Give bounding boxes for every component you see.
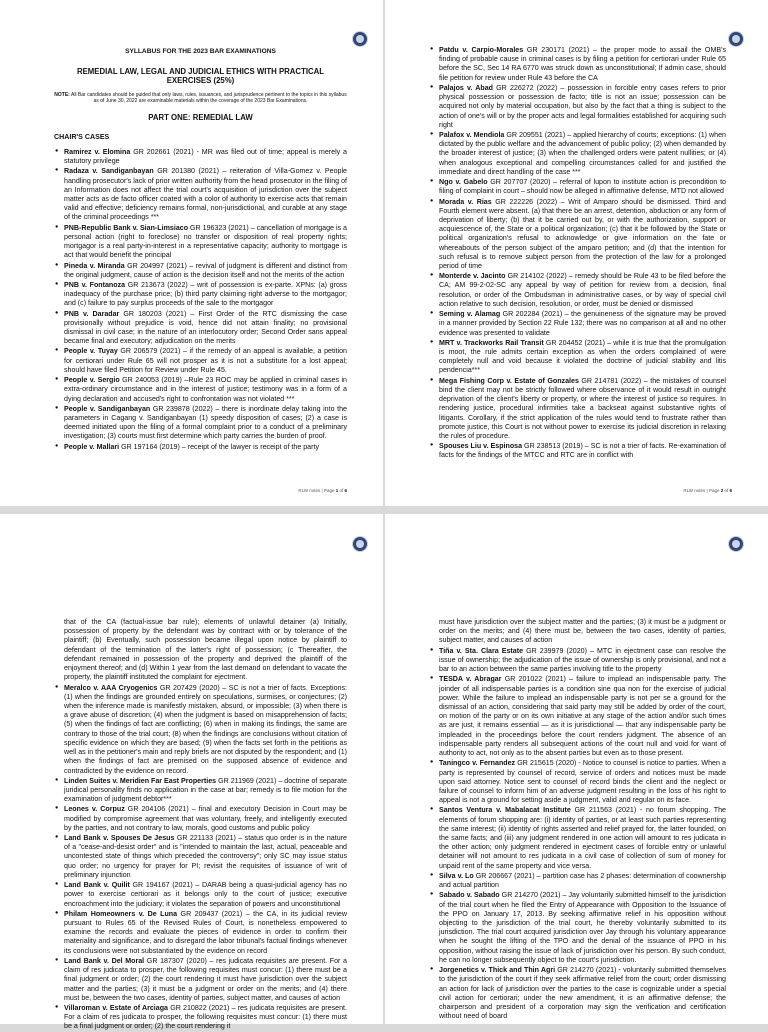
case-list: [54, 618, 347, 1032]
case-name: Tiña v. Sta. Clara Estate: [439, 646, 524, 655]
list-item: [439, 442, 726, 460]
case-list: [429, 46, 726, 461]
case-text: GR 207707 (2020) – referral of lupon to institute action is precondition to filing of complaint in court – should now be alleged in affirmative defense, MTD not allowed: [439, 178, 726, 196]
logo-icon: [352, 536, 368, 552]
case-name: People v. Sandiganbayan: [64, 404, 151, 413]
case-text: GR 222226 (2022) – Writ of Amparo should be dismissed. Third and Fourth element were absent. (a) that there be an arrest, detention, abduction or any form of deprivation of liberty; (b) that it be carried out by, or with the authorization, support or acquiescence of, the State or a political organization; (c) that it be followed by the State or political organization's refusal to acknowledge or give information on the fate or whereabouts of the person subject of the amparo petition; and (d) that the intention for such refusal is to remove subject person from the protection of the law for a prolonged period of time: [439, 197, 726, 271]
list-item: [64, 881, 347, 909]
syllabus-title: SYLLABUS FOR THE 2023 BAR EXAMINATIONS: [125, 48, 276, 55]
list-item: [64, 376, 347, 404]
case-name: Monterde v. Jacinto: [439, 272, 506, 281]
case-name: People v. Mallari: [64, 442, 120, 451]
list-item: [439, 759, 726, 805]
logo-icon: [728, 31, 744, 47]
case-name: Ramirez v. Elomina: [64, 147, 131, 156]
case-name: Morada v. Rias: [439, 197, 492, 206]
list-item: [439, 339, 726, 376]
list-item: [439, 272, 726, 309]
case-list: [54, 148, 347, 452]
page-2: [385, 0, 768, 506]
case-text: GR 194167 (2021) – DARAB being a quasi-judicial agency has no power to exercise certiorari as it belongs only to the court of justice; executive encroachment into the judiciary; it violates the separation of powers and unconstitutional: [64, 881, 347, 908]
list-item: [64, 684, 347, 776]
case-name: Land Bank v. Del Moral: [64, 956, 145, 965]
case-text: GR 214270 (2021) - voluntarily submitted themselves to the jurisdiction of the court if they seek affirmative relief from the court; order dismissing an action for lack of jurisdiction over the parties to the case is cognizable under a special civil action for certiorari; under the new amendment, it is an affirmative defense; the chairperson and president of a corporation may sign the verification and certification without need of board: [439, 966, 726, 1021]
page-4: [385, 514, 768, 1024]
case-name: Meralco v. AAA Cryogenics: [64, 683, 158, 692]
list-item: [64, 957, 347, 1003]
case-text: GR 204106 (2021) – final and executory Decision in Court may be modified by compromise agreement that was voluntary, freely, and intelligently executed by the parties, and not contrary to law, morals, good customs and public policy: [64, 805, 347, 832]
case-text: GR 207429 (2020) – SC is not a trier of facts. Exceptions: (1) when the findings are grounded entirely on speculations, surmises, or conjectures; (2) when the inference made is manifestly mistaken, absurd, or impossible; (3) when there is a grave abuse of discretion; (4) when the judgment is based on misapprehension of facts; (5) when the findings of fact are conflicting; (6) when in making its findings, the same are contrary to those of the trial court; (8) when the findings are conclusions without citation of specific evidence on which they are based; (9) when the facts set forth in the petitions as well as in the petitioner's main and reply briefs are not disputed by the respondent; and (1) when the findings of fact are premised on the supposed absence of evidence and contradicted by the evidence on record.: [64, 683, 347, 775]
list-item: [439, 891, 726, 965]
case-name: Seming v. Alamag: [439, 310, 501, 319]
list-item: [439, 84, 726, 130]
note-text: All Bar candidates should be guided that only laws, rules, issuances, and jurisprudence pertinent to the topics in this syllabus as of June 30, 2022 are examinable materials within the coverage of the 2023 Bar Examinations.: [70, 92, 347, 105]
case-name: Land Bank v. Spouses De Jesus: [64, 834, 175, 843]
case-text: that of the CA (factual-issue bar rule); elements of unlawful detainer (a) Initially, possession of property by the defendant was by contract with or by tolerance of the plaintiff; (b) Eventually, such possession became illegal upon notice by plaintiff to defendant of the termination of the latter's right of possession; (c Thereafter, the defendant remained in possession of the property and deprived the plaintiff of the enjoyment thereof; and (d) Within 1 year from the last demand on defendant to vacate the property, the plaintiff instituted the complaint for ejectment.: [64, 618, 347, 682]
footer-page-num: 1: [335, 488, 339, 494]
page-footer: [298, 488, 347, 494]
list-item: [64, 1004, 347, 1032]
case-text: GR 215615 (2020) - Notice to counsel is notice to parties. When a party is represented by counsel of record, service of orders and notices must be made upon said attorney. Notice sent to counsel of record binds the client and the neglect or failure of counsel to inform him of an adverse judgment resulting in the loss of his right to appeal is not a ground for setting aside a judgment, valid and regular on its face.: [439, 759, 726, 805]
logo-icon: [352, 31, 368, 47]
list-item: [64, 834, 347, 880]
case-name: Philam Homeowners v. De Luna: [64, 909, 178, 918]
case-text: GR 202661 (2021) - MR was filed out of time; appeal is merely a statutory privilege: [64, 147, 348, 166]
logo-icon: [728, 536, 744, 552]
list-item: [64, 281, 347, 309]
case-text: GR 209437 (2021) – the CA, in its judicial review pursuant to Rules 65 of the Revised Rules of Court, is nonetheless empowered to examine the records and evaluate the pieces of evidence in order to confirm their materiality and significance, and to disregard the labor tribunal's factual findings whenever its conclusions were not substantiated by the evidence on record: [64, 909, 347, 955]
case-text: GR 202284 (2021) – the genuineness of the signature may be proved in a manner provided by Section 22 Rule 132; there was no comparison at all and no other evidence was presented to validate: [439, 310, 726, 337]
list-item: [439, 872, 726, 890]
list-item: [439, 377, 726, 442]
case-text: GR 214102 (2022) – remedy should be Rule 43 to be filed before the CA; AM 99-2-02-SC any appeal by way of petition for review from a decision, final resolution, or order of the Ombudsman in administrative cases, or by way of special civil action relative to such decision, resolution, or order, must be denied or dismissed: [439, 272, 727, 308]
list-item-continuation: [439, 618, 726, 646]
list-item: [439, 46, 726, 83]
case-name: Spouses Liu v. Espinosa: [439, 442, 523, 451]
list-item: [64, 148, 347, 166]
case-text: GR 204452 (2021) – while it is true that the promulgation is moot, the rule admits certain exception as when the orders complained of were completely null and void because it violated the doctrine of judicial stability and litis pendencia***: [439, 338, 726, 375]
case-text: GR 214781 (2022) – the mistakes of counsel bind the client may not be strictly followed where observance of it would result in outright deprivation of the client's liberty or property, or where the interest of justice so requires. In rendering justice, procedural infirmities take a backseat against substantive rights of litigants. Corollary, if the strict application of the rules would tend to frustrate rather than promote justice, this Court is not without power to exercise its judicial discretion in relaxing the rules of procedure.: [439, 376, 726, 440]
page-1: [0, 0, 383, 506]
section-title: CHAIR'S CASES: [54, 132, 110, 141]
footer-of: of: [723, 488, 730, 494]
list-item: [439, 131, 726, 177]
case-name: Jorgenetics v. Thick and Thin Agri: [439, 966, 556, 975]
case-name: MRT v. Trackworks Rail Transit: [439, 338, 544, 347]
list-item: [64, 347, 347, 375]
case-text: GR 211969 (2021) – doctrine of separate juridical personality finds no application in the case at bar; remedy is to file motion for the examination of judgment debtor***: [64, 776, 347, 804]
case-name: People v. Sergio: [64, 376, 120, 385]
case-name: Palafox v. Mendiola: [439, 130, 505, 139]
list-item: [439, 806, 726, 871]
case-name: Radaza v. Sandiganbayan: [64, 167, 154, 176]
list-item: [64, 910, 347, 956]
footer-page-num: 2: [720, 488, 724, 494]
list-item: [439, 178, 726, 196]
case-name: Linden Suites v. Meridien Far East Properties: [64, 776, 217, 785]
list-item: [64, 443, 347, 452]
case-text: GR 226272 (2022) – possession in forcible entry cases refers to prior physical possession or possession de facto; title is not an issue; possession can be acquired not only by material occupation, but also by the fact that a thing is subject to the action of one's will or by the proper acts and legal formalities established for acquiring such right: [439, 83, 726, 129]
list-item: [439, 675, 726, 758]
case-text: GR 180203 (2021) – First Order of the RTC dismissing the case provisionally without prejudice is void, hence did not attain finality; no provisional dismissal in civil case; in the nature of an interlocutory order; Second Order sans appeal became final and executory; adjudication on the merits: [64, 309, 347, 346]
list-item: [64, 405, 347, 442]
list-item-continuation: [64, 618, 347, 683]
case-text: GR 196323 (2021) – cancellation of mortgage is a personal action (right to foreclose) no transfer or disposition of real property rights; mortgagor is a real party-in-interest in a representative capacity; authority to mortgage is act that would benefit the principal: [64, 223, 347, 260]
case-name: People v. Tuyay: [64, 347, 118, 356]
case-list: [429, 618, 726, 1021]
case-name: Sabado v. Sabado: [439, 891, 500, 900]
page-footer: [683, 488, 732, 494]
footer-of: of: [338, 488, 345, 494]
footer-prefix: RLW notes | Page: [298, 488, 336, 494]
case-text: GR 240053 (2019) –Rule 23 ROC may be applied in criminal cases in extra-ordinary circumstance and in the interest of justice; testimony was in a form of a dying declaration and accused's right to confrontation was not violated ***: [64, 376, 347, 403]
case-text: GR 201022 (2021) – failure to implead an indispensable party. The joinder of all indispensable parties is a condition sine qua non for the exercise of judicial power. While the failure to implead an indispensable party is not per se a ground for the dismissal of an action, considering that said party may still be added by order of the court, on motion of the party or on its own initiative at any stage of the action and/or such times as are just, it remains essential — as it is jurisdictional — that any indispensable party be impleaded in the proceedings before the court renders judgment. The absence of an indispensable party renders all subsequent actions of the court null and void for want of authority to act, not only as to the absent parties but even as to those present.: [439, 675, 726, 758]
case-text: GR 209551 (2021) – applied hierarchy of courts; exceptions: (1) when dictated by the public welfare and the advancement of public policy; (2) when demanded by the broader interest of justice; (3) when the challenged orders were patent nullities; or (4) when analogous exceptional and compelling circumstances called for and justified the immediate and direct handling of the case ***: [439, 130, 726, 176]
footer-page-total: 6: [729, 488, 732, 494]
list-item: [64, 262, 347, 280]
list-item: [439, 647, 726, 675]
case-name: Silva v. Lo: [439, 871, 474, 880]
case-text: GR 201380 (2021) – reiteration of Villa-Gomez v. People handling prosecutor's lack of prior written authority from the head prosecutor in the filing of an Information does not affect the trial court's acquisition of jurisdiction over the subject matter acts as de facto officer coated with a color of authority to exercise acts that remain valid and effective; deficiency remains formal, non-jurisdictional, and curable at any stage of the criminal proceedings ***: [64, 167, 347, 222]
case-name: PNB v. Fontanoza: [64, 280, 126, 289]
case-text: GR 238513 (2019) – SC is not a trier of facts. Re-examination of facts for the findings of the MTCC and RTC are in conflict with: [439, 442, 726, 460]
list-item: [64, 310, 347, 347]
note-label: NOTE:: [54, 92, 70, 99]
list-item: [64, 777, 347, 805]
list-item: [439, 198, 726, 272]
case-name: Taningco v. Fernandez: [439, 759, 516, 768]
case-name: PNB-Republic Bank v. Sian-Limsiaco: [64, 223, 189, 232]
case-name: Leones v. Corpuz: [64, 805, 125, 814]
case-text: GR 210822 (2021) – res judicata requisites are present. For a claim of res judicata to prosper, the following requisites must concur: (1) there must be a final judgment or order; (2) the court rendering it: [64, 1003, 347, 1031]
case-name: PNB v. Daradar: [64, 309, 120, 318]
case-text: GR 213673 (2022) – writ of possession is ex-parte. XPNs: (a) gross inadequacy of the purchase price; (b) third party claiming right adverse to the mortgagor; and (c) failure to pay surplus proceeds of the sale to the mortgagor: [64, 280, 347, 308]
case-name: Ngo v. Gabelo: [439, 178, 488, 187]
footer-page-total: 6: [344, 488, 347, 494]
case-name: Land Bank v. Quilit: [64, 881, 130, 890]
case-text: GR 206579 (2021) – if the remedy of an appeal is available, a petition for certiorari under Rule 65 will not prosper as it is not a substitute for a lost appeal; should have filed Petition for Review under Rule 45.: [64, 347, 347, 374]
subject-title: REMEDIAL LAW, LEGAL AND JUDICIAL ETHICS WITH PRACTICAL EXERCISES (25%): [76, 66, 325, 86]
list-item: [64, 167, 347, 222]
list-item: [439, 966, 726, 1021]
list-item: [439, 310, 726, 338]
case-text: GR 211563 (2021) - no forum shopping. The elements of forum shopping are: (i) identity of parties, or at least such parties representing the same interest; (ii) identity of rights asserted and relief prayed for, the latter founded, on the same facts; and (iii) any judgment rendered in one action will amount to res judicata in the other action; only judgment rendered in ejectment cases of forcible entry or unlawful detainer will not amount to res judicata in a civil case of collection of sum of money for unpaid rent of the same property and vice versa.: [439, 806, 726, 870]
case-name: TESDA v. Abragar: [439, 675, 502, 684]
case-name: Mega Fishing Corp v. Estate of Gonzales: [439, 376, 579, 385]
case-name: Pineda v. Miranda: [64, 261, 125, 270]
case-name: Palajos v. Abad: [439, 83, 493, 92]
case-text: GR 214270 (2021) – Jay voluntarily submitted himself to the jurisdiction of the trial court when he filed the Entry of Appearance with Opposition to the Issuance of the PPO on January 17, 2013. By seeking affirmative relief in his opposition without objecting to the jurisdiction of the trial court, he thereby voluntarily submitted to its jurisdiction. The trial court acquired jurisdiction over Jay through his voluntary appearance when he sought the lifting of the TPO and the denial of the issuance of PPO in his opposition, without raising the issue of lack of jurisdiction over his person. By such conduct, he can no longer subsequently object to the court's jurisdiction.: [439, 891, 726, 964]
footer-prefix: RLW notes | Page: [683, 488, 721, 494]
case-text: GR 230171 (2021) – the proper mode to assail the OMB's finding of probable cause in criminal cases is by filing a petition for certiorari under Rule 65 before the SC, Sec 14 RA 6770 was struck down as unconstitutional; If admin case, should file petition for review under Rule 43 before the CA: [439, 46, 726, 82]
case-text: GR 239878 (2022) – there is inordinate delay taking into the parameters in Cagang v. Sandiganbayan (1) speedy disposition of cases; (2) a case is deemed initiated upon the filing of a formal complaint prior to a conduct of a preliminary investigation; (3) courts must first determine which party carries the burden of proof.: [64, 404, 347, 441]
case-text: GR 187307 (2020) – res judicata requisites are present. For a claim of res judicata to prosper, the following requisites must concur: (1) there must be a final judgment or order; (2) the court rendering it must have jurisdiction over the subject matter and the parties; (3) it must be a judgment or order on the merits; and (4) there must be, between the two cases, identity of parties, subject matter, and causes of action: [64, 956, 347, 1002]
case-text: must have jurisdiction over the subject matter and the parties; (3) it must be a judgment or order on the merits; and (4) there must be, between the two cases, identity of parties, subject matter, and causes of action: [439, 618, 726, 645]
page-3: [0, 514, 383, 1031]
case-name: Santos Ventura v. Mabalacat Institute: [439, 806, 571, 815]
case-text: GR 206667 (2021) – partition case has 2 phases: determination of coownership and actual partition: [439, 871, 726, 890]
case-text: GR 239979 (2020) – MTC in ejectment case can resolve the issue of ownership; the adjudication of the issue of ownership is only provisional, and not a bar to an action between the same parties involving title to the property: [439, 646, 726, 674]
case-text: GR 197164 (2019) – receipt of the lawyer is receipt of the party: [121, 442, 320, 451]
case-name: Patdu v. Carpio-Morales: [439, 46, 524, 54]
case-text: GR 204997 (2021) – revival of judgment is different and distinct from the original judgment, cause of action is the decision itself and not the merits of the action: [64, 261, 347, 279]
list-item: [64, 224, 347, 261]
case-text: GR 221133 (2021) – status quo order is in the nature of a "cease-and-desist order" and is "intended to maintain the last, actual, peaceable and uncontested state of things which preceded the controversy"; only SC may issue status quo order; no urgency for prayer for PI; revisit the requisites of issuance of writ of preliminary injunction: [64, 834, 347, 879]
part-title: PART ONE: REMEDIAL LAW: [148, 112, 253, 122]
case-name: Villaroman v. Estate of Arciaga: [64, 1003, 169, 1012]
note: [54, 92, 347, 105]
list-item: [64, 805, 347, 833]
